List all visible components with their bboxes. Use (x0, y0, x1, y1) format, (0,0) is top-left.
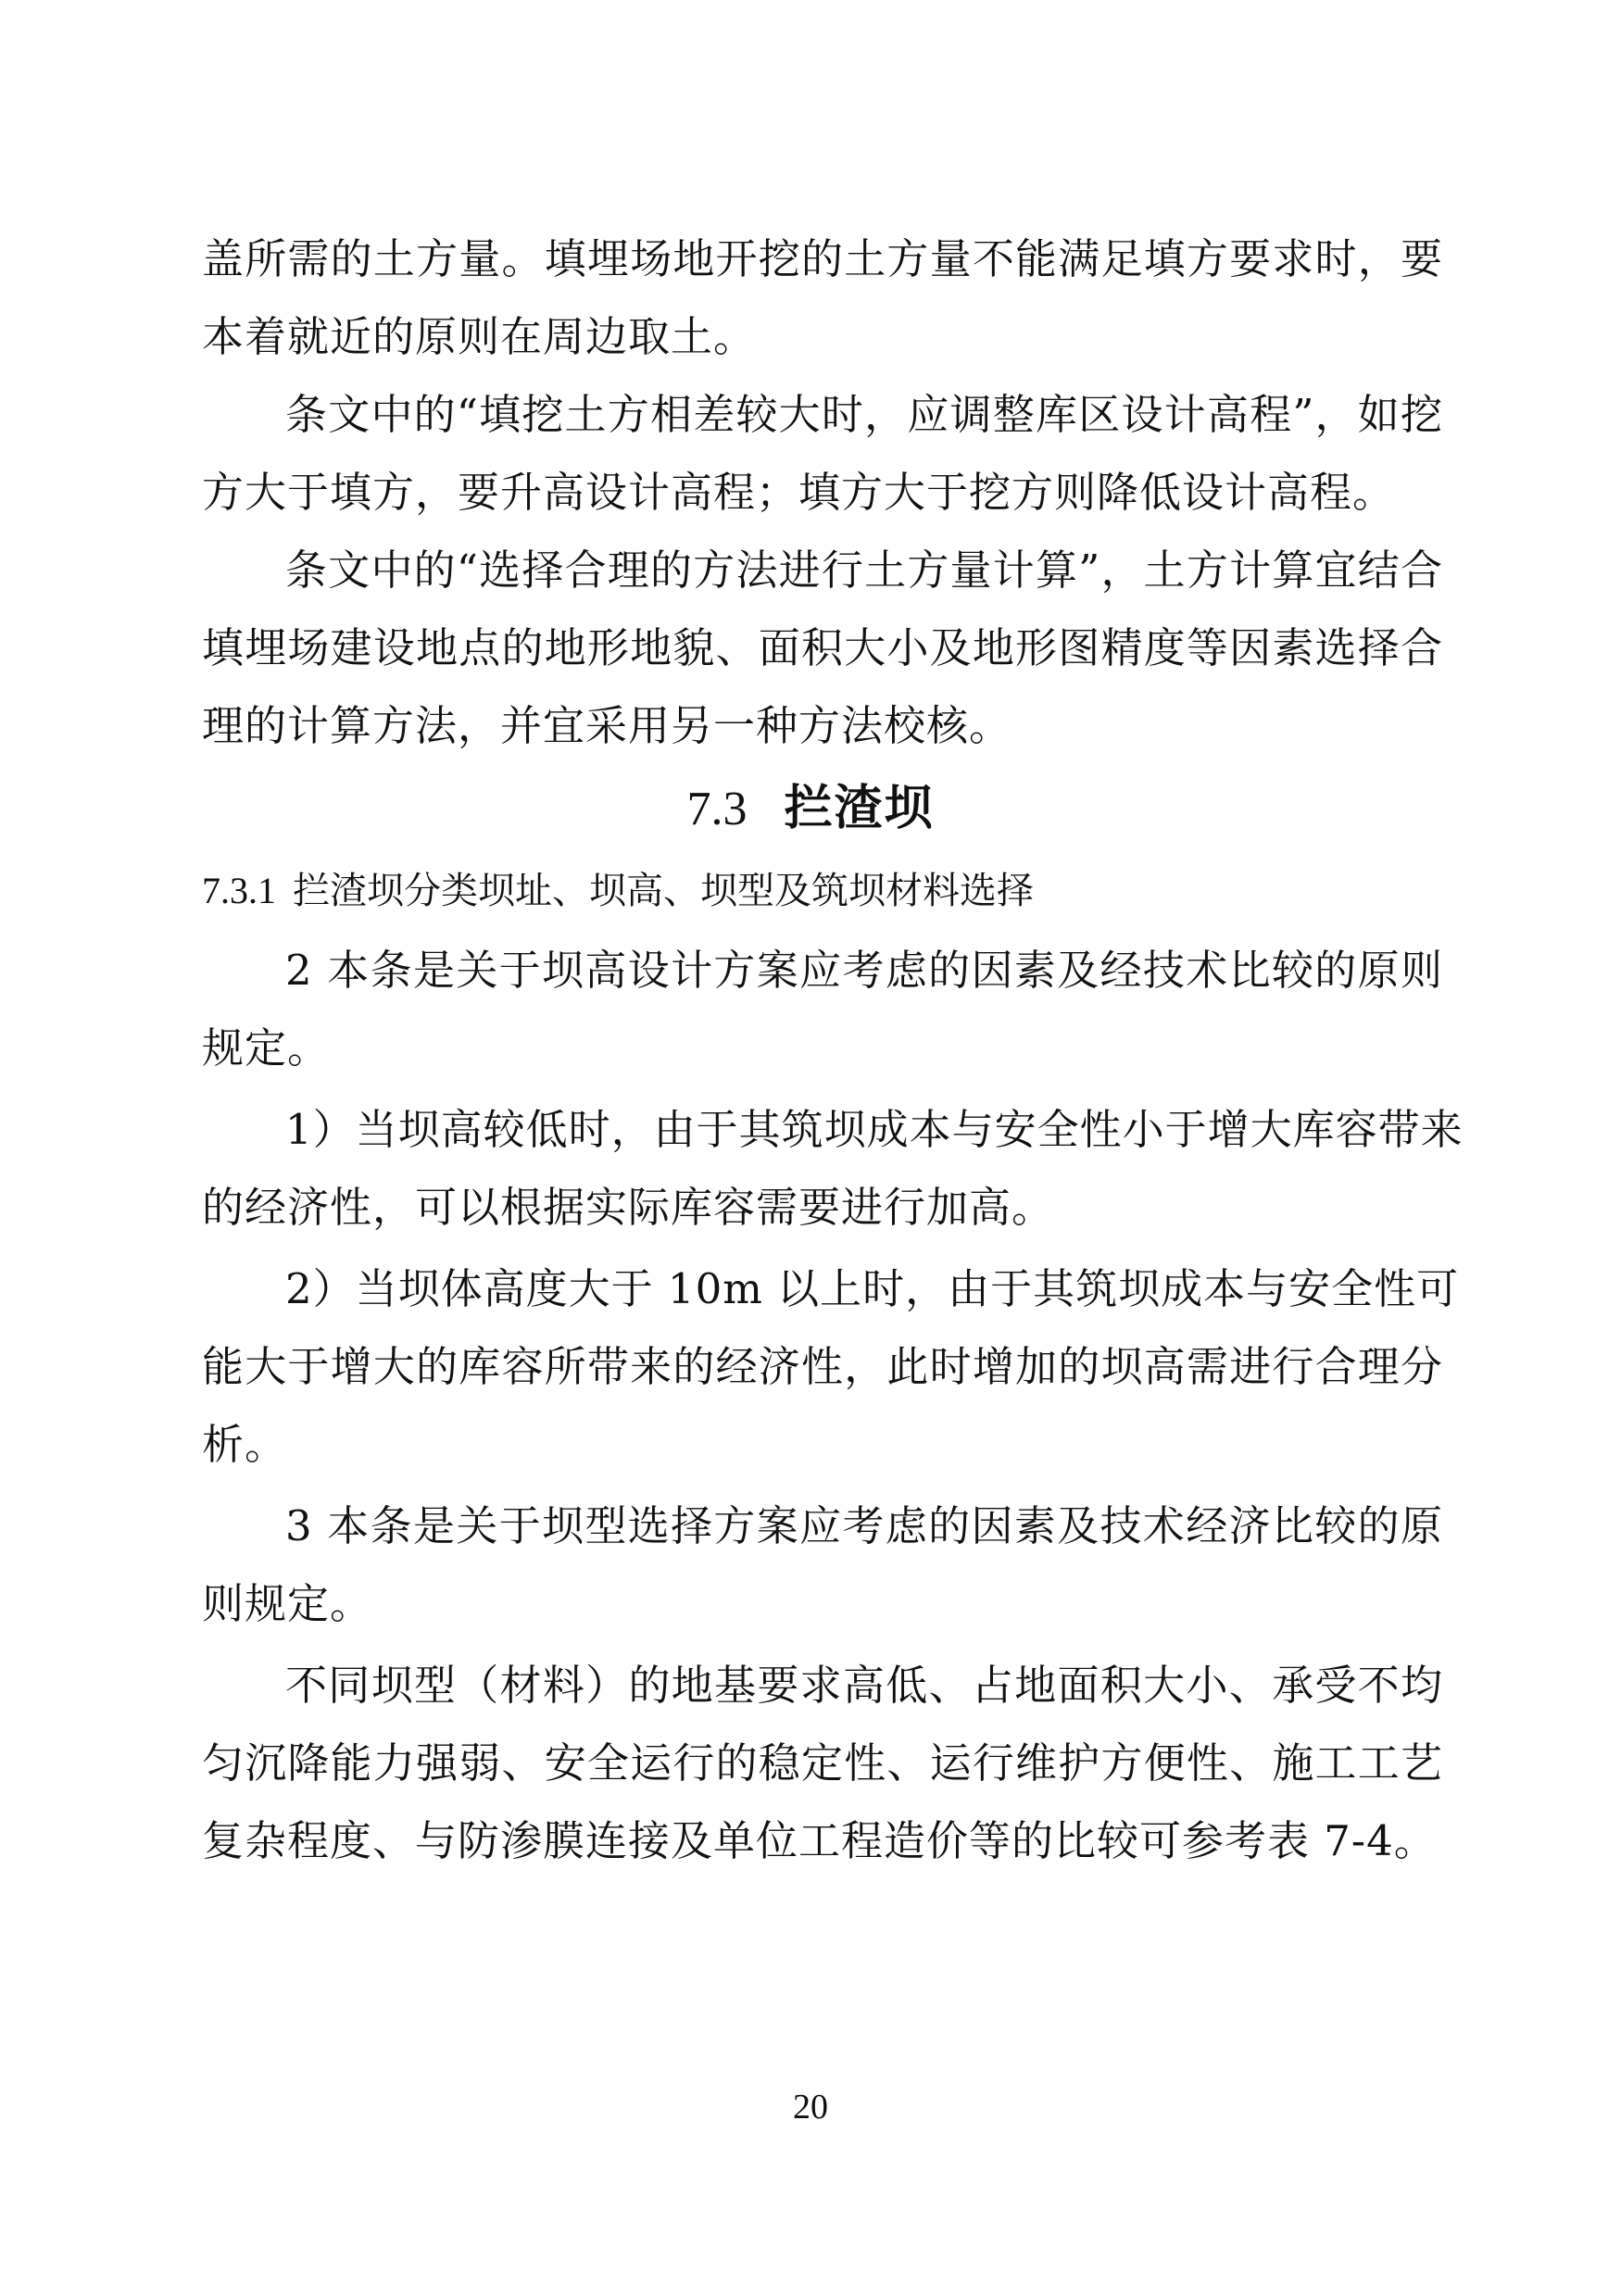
section-title: 拦渣坝 (784, 781, 935, 836)
section-heading (0, 776, 1621, 842)
subsection-heading (202, 865, 1034, 917)
page-number: 20 (793, 2088, 828, 2127)
body-line: 方大于填方，要升高设计高程；填方大于挖方则降低设计高程。 (202, 468, 1396, 517)
body-line: 条文中的“填挖土方相差较大时，应调整库区设计高程”，如挖 (285, 390, 1443, 439)
body-line: 的经济性，可以根据实际库容需要进行加高。 (202, 1183, 1055, 1232)
body-line: 3 本条是关于坝型选择方案应考虑的因素及技术经济比较的原 (285, 1501, 1443, 1550)
body-line: 匀沉降能力强弱、安全运行的稳定性、运行维护方便性、施工工艺 (202, 1738, 1443, 1788)
body-line: 本着就近的原则在周边取土。 (202, 312, 757, 361)
body-line: 不同坝型（材料）的地基要求高低、占地面积大小、承受不均 (285, 1661, 1443, 1710)
body-line: 规定。 (202, 1023, 331, 1073)
section-number: 7.3 (686, 783, 748, 835)
body-line: 能大于增大的库容所带来的经济性，此时增加的坝高需进行合理分 (202, 1342, 1443, 1391)
body-line: 条文中的“选择合理的方法进行土方量计算”，土方计算宜结合 (285, 546, 1443, 595)
body-line: 理的计算方法，并宜采用另一种方法校核。 (202, 701, 1012, 750)
body-line: 填埋场建设地点的地形地貌、面积大小及地形图精度等因素选择合 (202, 623, 1443, 672)
body-line: 析。 (202, 1420, 288, 1469)
subsection-number: 7.3.1 (202, 870, 276, 911)
subsection-title: 拦渣坝分类坝址、坝高、坝型及筑坝材料选择 (293, 870, 1034, 912)
body-line: 2 本条是关于坝高设计方案应考虑的因素及经技术比较的原则 (285, 946, 1443, 995)
body-line: 复杂程度、与防渗膜连接及单位工程造价等的比较可参考表 7-4。 (202, 1816, 1437, 1865)
body-line: 则规定。 (202, 1579, 373, 1628)
body-line: 1）当坝高较低时，由于其筑坝成本与安全性小于增大库容带来 (285, 1105, 1464, 1154)
body-line: 2）当坝体高度大于 10m 以上时，由于其筑坝成本与安全性可 (285, 1264, 1460, 1313)
body-line: 盖所需的土方量。填埋场地开挖的土方量不能满足填方要求时，要 (202, 234, 1443, 283)
